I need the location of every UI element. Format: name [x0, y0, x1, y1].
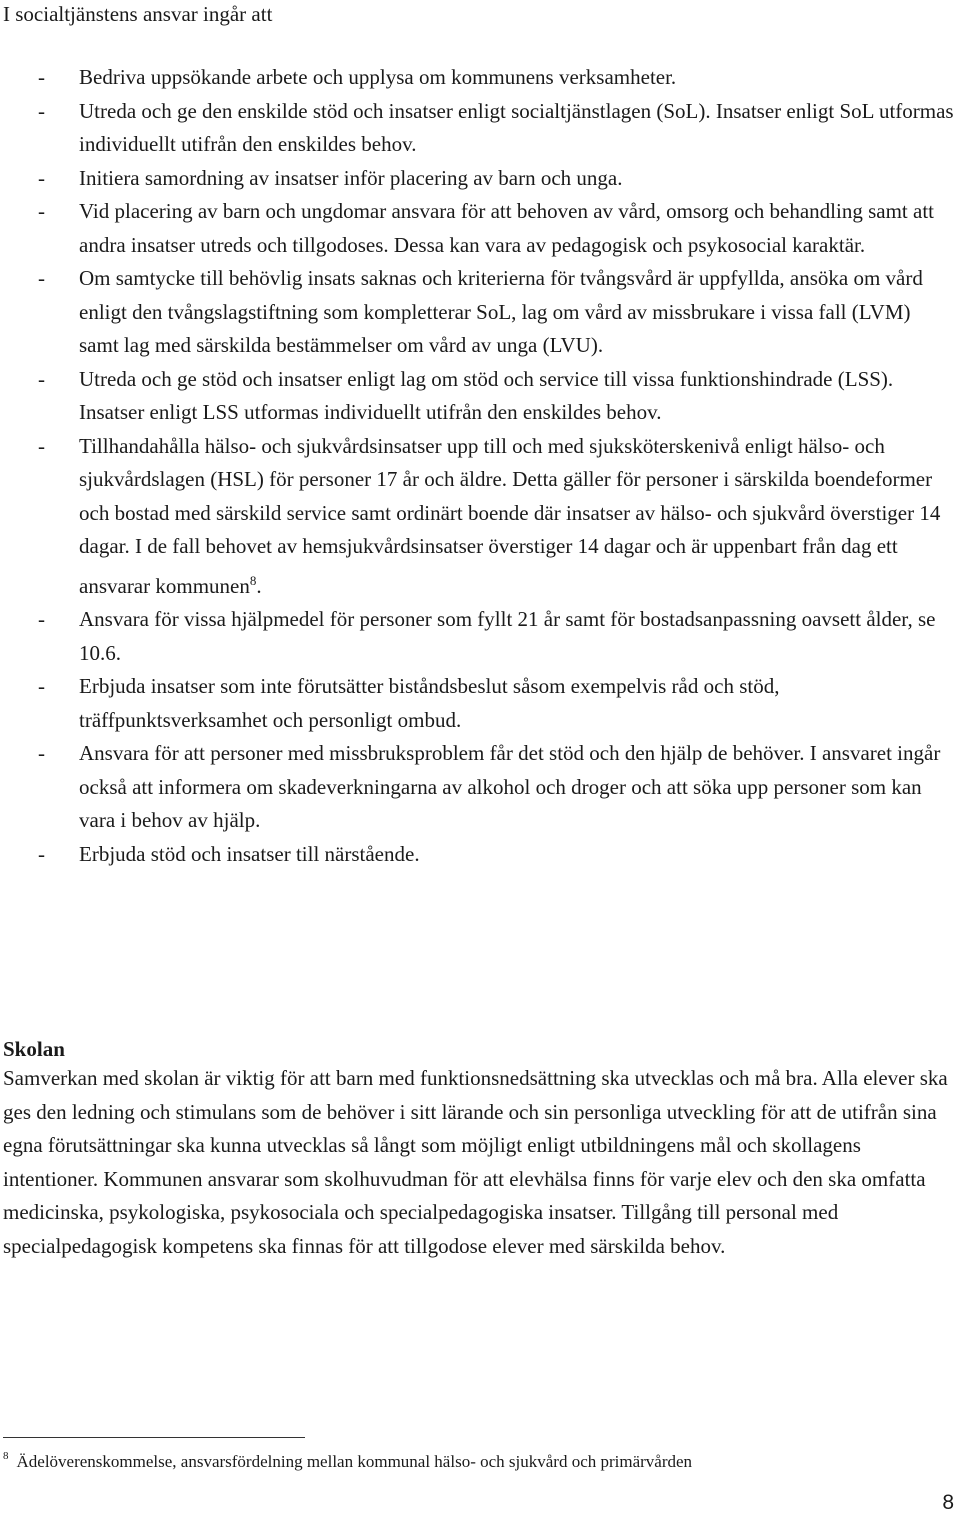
list-item-text-end: . — [256, 573, 262, 598]
list-item-text: Ansvara för vissa hjälpmedel för personer som fyllt 21 år samt för bostadsanpassning oavsett ålder, se 10.6. — [79, 607, 936, 665]
list-item-text: Ansvara för att personer med missbruksproblem får det stöd och den hjälp de behöver. I ansvaret ingår också att informera om skadeverkningarna av alkohol och droger och att söka upp personer som kan vara i behov av hjälp. — [79, 741, 941, 832]
responsibility-list — [0, 61, 960, 871]
footnote-text: Ädelöverenskommelse, ansvarsfördelning mellan kommunal hälso- och sjukvård och primärvården — [16, 1452, 693, 1471]
footnote-divider — [3, 1437, 305, 1438]
list-item-text: Om samtycke till behövlig insats saknas och kriterierna för tvångsvård är uppfyllda, ansöka om vård enligt den tvångslagstiftning som kompletterar SoL, lag om vård av missbrukare i vissa fall (LVM) samt lag med särskilda bestämmelser om vård av unga (LVU). — [79, 266, 923, 357]
list-item — [0, 838, 960, 872]
intro-heading: I socialtjänstens ansvar ingår att — [3, 2, 273, 26]
list-item-text: Vid placering av barn och ungdomar ansvara för att behoven av vård, omsorg och behandling samt att andra insatser utreds och tillgodoses. Dessa kan vara av pedagogisk och psykosocial karaktär. — [79, 199, 935, 257]
list-item — [0, 95, 960, 162]
bullet-dash: - — [38, 607, 45, 631]
bullet-dash: - — [38, 199, 45, 223]
list-item — [0, 61, 960, 95]
list-item — [0, 670, 960, 737]
list-item — [0, 430, 960, 604]
list-item-text: Utreda och ge stöd och insatser enligt lag om stöd och service till vissa funktionshindrade (LSS). Insatser enligt LSS utformas individuellt utifrån den enskildes behov. — [79, 366, 894, 424]
section-heading-skolan: Skolan — [3, 1037, 65, 1061]
bullet-dash: - — [38, 65, 45, 89]
list-item — [0, 603, 960, 670]
bullet-dash: - — [38, 266, 45, 290]
bullet-dash: - — [38, 433, 45, 458]
list-item — [0, 262, 960, 363]
list-item-text: Erbjuda insatser som inte förutsätter biståndsbeslut såsom exempelvis råd och stöd, träffpunktsverksamhet och personligt ombud. — [79, 674, 780, 732]
list-item-text: Erbjuda stöd och insatser till närstående. — [79, 841, 420, 866]
list-item-text: Bedriva uppsökande arbete och upplysa om kommunens verksamheter. — [79, 65, 677, 89]
footnote — [3, 1444, 692, 1474]
page-number: 8 — [942, 1491, 954, 1514]
bullet-dash: - — [38, 366, 45, 391]
list-item-text: Initiera samordning av insatser inför placering av barn och unga. — [79, 165, 623, 190]
list-item — [0, 195, 960, 262]
bullet-dash: - — [38, 741, 45, 765]
bullet-dash: - — [38, 165, 45, 190]
list-item-text: Utreda och ge den enskilde stöd och insatser enligt socialtjänstlagen (SoL). Insatser enligt SoL utformas individuellt utifrån den enskildes behov. — [79, 98, 954, 156]
list-item — [0, 737, 960, 838]
bullet-dash: - — [38, 674, 45, 698]
footnote-reference[interactable]: 8 — [249, 572, 257, 588]
bullet-dash: - — [38, 98, 45, 123]
section-paragraph-skolan: Samverkan med skolan är viktig för att barn med funktionsnedsättning ska utvecklas och må bra. Alla elever ska ges den ledning och stimulans som de behöver i sitt lärande och sin personliga utveckling för att de utifrån sina egna förutsättningar ska kunna utvecklas så långt som möjligt enligt utbildningens mål och skollagens intentioner. Kommunen ansvarar som skolhuvudman för att elevhälsa finns för varje elev och den ska omfatta medicinska, psykologiska, psykosociala och specialpedagogiska insatser. Tillgång till personal med specialpedagogisk kompetens ska finnas för att tillgodose elever med särskilda behov. — [3, 1066, 948, 1258]
list-item — [0, 363, 960, 430]
list-item — [0, 162, 960, 196]
footnote-number: 8 — [3, 1450, 9, 1462]
list-item-text: Tillhandahålla hälso- och sjukvårdsinsatser upp till och med sjuksköterskenivå enligt hälso- och sjukvårdslagen (HSL) för personer 17 år och äldre. Detta gäller för personer i särskilda boendeformer och bostad med särskild service samt ordinärt boende där insatser av hälso- och sjukvård överstiger 14 dagar. I de fall behovet av hemsjukvårdsinsatser överstiger 14 dagar och är uppenbart från dag ett ansvarar kommunen — [79, 433, 941, 598]
bullet-dash: - — [38, 841, 45, 866]
